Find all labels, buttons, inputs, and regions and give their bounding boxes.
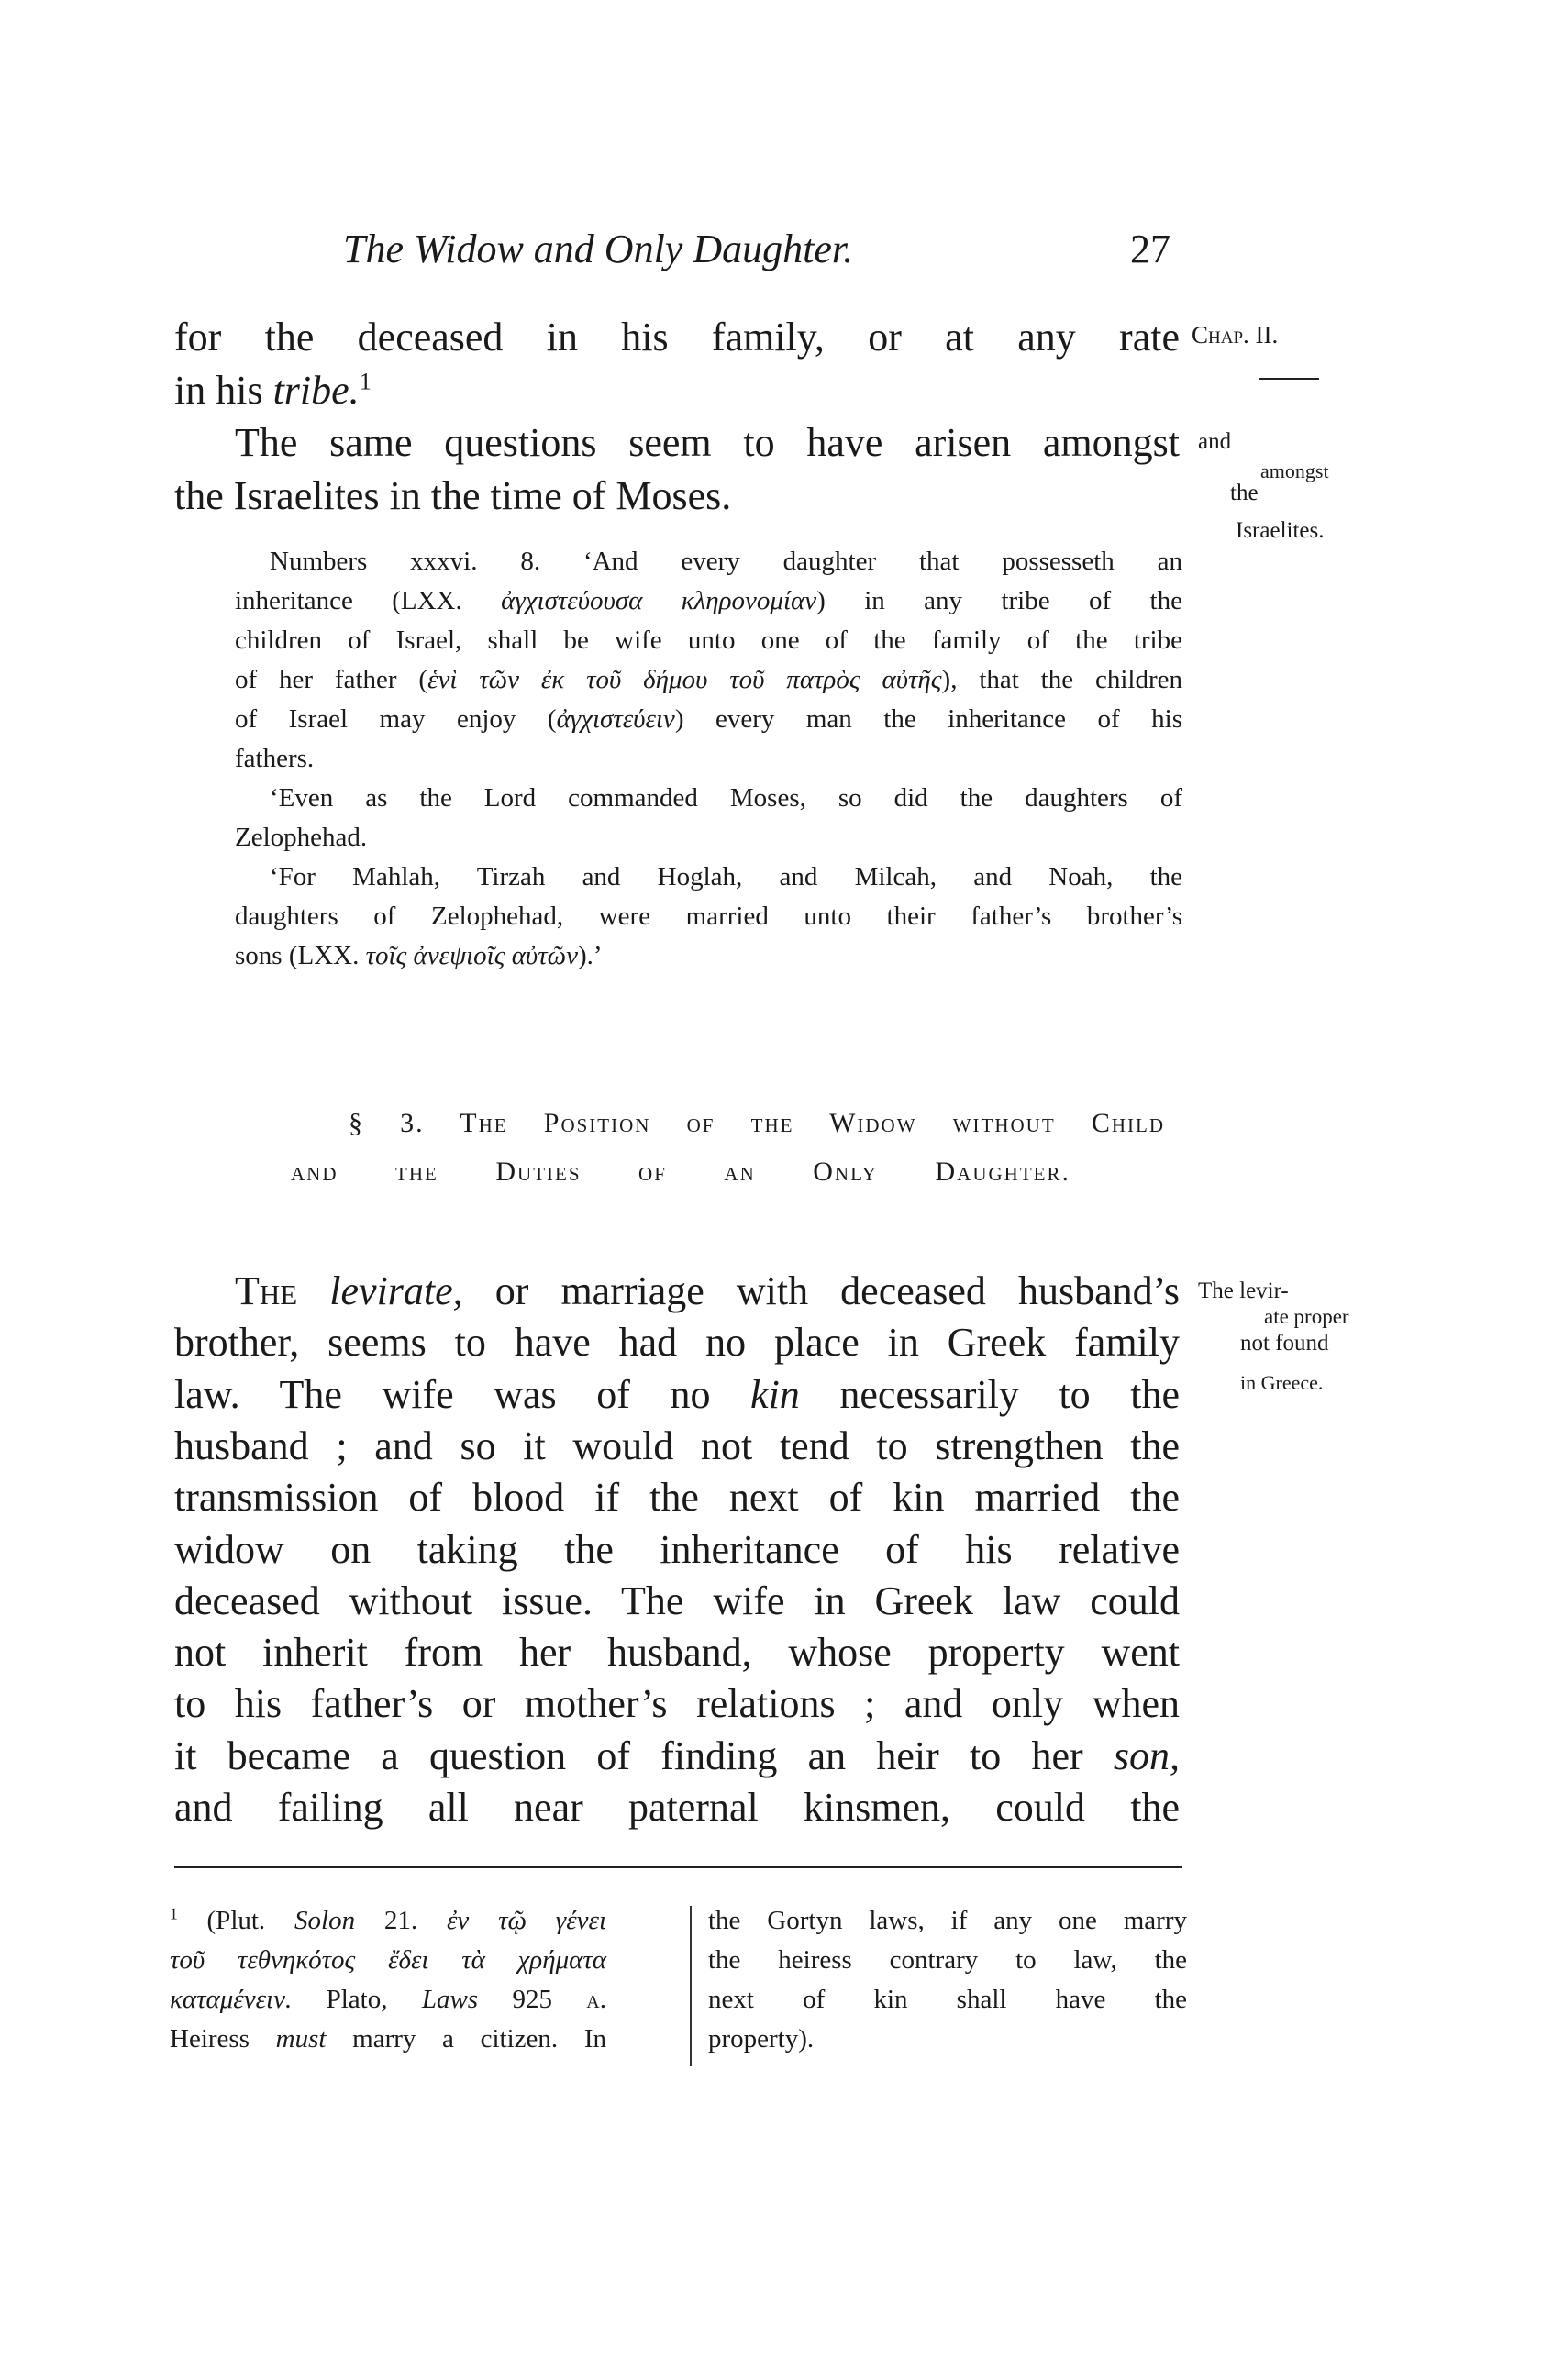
margin-chapter: Chap. II. (1192, 321, 1279, 349)
text-segment: Zelophehad. (235, 823, 368, 852)
text-line (235, 936, 1182, 976)
margin-note-line: and (1198, 429, 1232, 454)
text-segment: kin (750, 1371, 800, 1417)
text-segment: τοῦ τεθνηκότος ἔδει τὰ χρήματα (170, 1945, 606, 1975)
text-segment: τοῖς ἀνεψιοῖς αὐτῶν (365, 941, 578, 970)
text-segment: ἑνὶ τῶν ἐκ τοῦ δήμου τοῦ πατρὸς αὐτῆς (427, 665, 942, 694)
text-line (235, 581, 1182, 621)
text-line (174, 1731, 1180, 1782)
margin-note-line: in Greece. (1240, 1371, 1324, 1394)
running-header-title: The Widow and Only Daughter. (343, 227, 854, 271)
text-segment: ) every man the inheritance of his (674, 704, 1183, 734)
text-segment: widow on taking the inheritance of his relative (174, 1526, 1180, 1572)
margin-note-line: ate proper (1264, 1305, 1349, 1328)
text-segment: it became a question of finding an heir to her (174, 1732, 1114, 1778)
text-segment: Solon (294, 1906, 356, 1935)
text-line (170, 1980, 606, 2020)
text-segment: husband ; and so it would not tend to strengthen the (174, 1422, 1180, 1468)
text-segment: ).’ (577, 941, 603, 970)
text-line (174, 364, 1180, 417)
text-line (270, 858, 1182, 897)
text-line (235, 1266, 1180, 1317)
text-segment: Laws (421, 1985, 479, 2014)
text-line (235, 416, 1180, 470)
text-segment: ἐν τῷ γένει (446, 1906, 606, 1935)
text-line (235, 739, 1182, 779)
text-line (170, 1941, 606, 1980)
text-segment: a. (586, 1985, 606, 2014)
text-segment: The same questions seem to have arisen amongst (235, 420, 1180, 465)
margin-note-line: not found (1240, 1331, 1329, 1356)
text-segment: Plato, (292, 1985, 422, 2014)
text-line (235, 897, 1182, 936)
text-segment: transmission of blood if the next of kin married the (174, 1475, 1180, 1521)
text-line (174, 1678, 1180, 1730)
section-heading-line-2: and the Duties of an Only Daughter. (291, 1157, 1070, 1187)
text-line (170, 1901, 606, 1941)
margin-note-line: Israelites. (1236, 518, 1325, 543)
text-segment: fathers. (235, 744, 315, 773)
margin-note-line: the (1230, 481, 1259, 505)
text-segment: ἀγχιστεύουσα κληρονομίαν (501, 586, 817, 615)
section-heading-line-1: § 3. The Position of the Widow without Child (349, 1108, 1165, 1138)
text-segment: ‘Even as the Lord commanded Moses, so did the daughters of (270, 783, 1182, 813)
text-segment: inheritance (LXX. (235, 586, 502, 615)
text-segment: the Gortyn laws, if any one marry (708, 1906, 1187, 1935)
text-segment: marry a citizen. In (326, 2024, 606, 2053)
text-segment: necessarily to the (799, 1371, 1181, 1417)
text-segment: of her father ( (235, 665, 428, 694)
text-segment: sons (LXX. (235, 941, 366, 970)
text-segment: the heiress contrary to law, the (708, 1945, 1187, 1975)
text-segment: ), that the children (941, 665, 1182, 694)
text-segment: and failing all near paternal kinsmen, could the (174, 1785, 1180, 1830)
text-segment: καταμένειν. (170, 1985, 293, 2014)
text-line (174, 1317, 1180, 1368)
text-line (270, 542, 1182, 581)
text-segment: (Plut. (177, 1906, 295, 1935)
text-line (174, 1369, 1180, 1421)
text-segment: or marriage with deceased husband’s (462, 1268, 1180, 1313)
text-line (174, 1576, 1180, 1627)
text-line (235, 700, 1182, 739)
text-segment: the Israelites in the time of Moses. (174, 472, 732, 518)
text-segment: deceased without issue. The wife in Greek law could (174, 1577, 1180, 1623)
text-line (708, 2020, 1187, 2059)
text-segment: next of kin shall have the (708, 1985, 1187, 2014)
margin-note-line: amongst (1260, 459, 1329, 482)
text-line (174, 311, 1180, 364)
margin-note-line: The levir- (1198, 1279, 1289, 1303)
text-segment: 21. (355, 1906, 447, 1935)
text-line (174, 1421, 1180, 1472)
footnote-rule (174, 1866, 1182, 1868)
text-segment: ἀγχιστεύειν (556, 704, 675, 734)
text-line (174, 470, 1180, 523)
text-segment: ‘For Mahlah, Tirzah and Hoglah, and Milcah, and Noah, the (270, 862, 1182, 891)
text-line (235, 621, 1182, 660)
text-segment: property). (708, 2024, 815, 2053)
text-line (270, 779, 1182, 818)
text-segment: daughters of Zelophehad, were married unto their father’s brother’s (235, 902, 1182, 931)
text-line (174, 1782, 1180, 1833)
text-segment: tribe. (272, 367, 360, 413)
text-segment: must (275, 2024, 327, 2053)
text-segment: of Israel may enjoy ( (235, 704, 557, 734)
page-number: 27 (1130, 227, 1170, 271)
text-line (170, 2020, 606, 2059)
text-line (235, 818, 1182, 858)
footnote-marker: 1 (359, 366, 372, 394)
text-segment: brother, seems to have had no place in Greek family (174, 1320, 1180, 1366)
margin-divider (1259, 378, 1319, 380)
text-line (174, 1524, 1180, 1576)
text-line (708, 1901, 1187, 1941)
text-segment: law. The wife was of no (174, 1371, 751, 1417)
text-segment: to his father’s or mother’s relations ; and only when (174, 1681, 1180, 1727)
text-line (174, 1472, 1180, 1523)
footnote-marker: 1 (170, 1904, 178, 1923)
text-segment: not inherit from her husband, whose property went (174, 1630, 1180, 1676)
text-segment (297, 1268, 329, 1313)
text-segment: 925 (478, 1985, 587, 2014)
text-line (174, 1627, 1180, 1678)
text-segment: levirate, (329, 1268, 463, 1313)
text-line (235, 660, 1182, 700)
text-segment: The (235, 1268, 298, 1313)
text-segment: Numbers xxxvi. 8. ‘And every daughter that possesseth an (270, 547, 1182, 576)
text-segment: children of Israel, shall be wife unto one of the family of the tribe (235, 625, 1182, 655)
text-segment: ) in any tribe of the (816, 586, 1182, 615)
text-segment: son, (1113, 1732, 1180, 1778)
text-segment: for the deceased in his family, or at any rate (174, 315, 1180, 360)
text-segment: Heiress (170, 2024, 276, 2053)
text-line (708, 1941, 1187, 1980)
footnote-column-divider (690, 1906, 692, 2066)
text-line (708, 1980, 1187, 2020)
text-segment: in his (174, 367, 273, 413)
